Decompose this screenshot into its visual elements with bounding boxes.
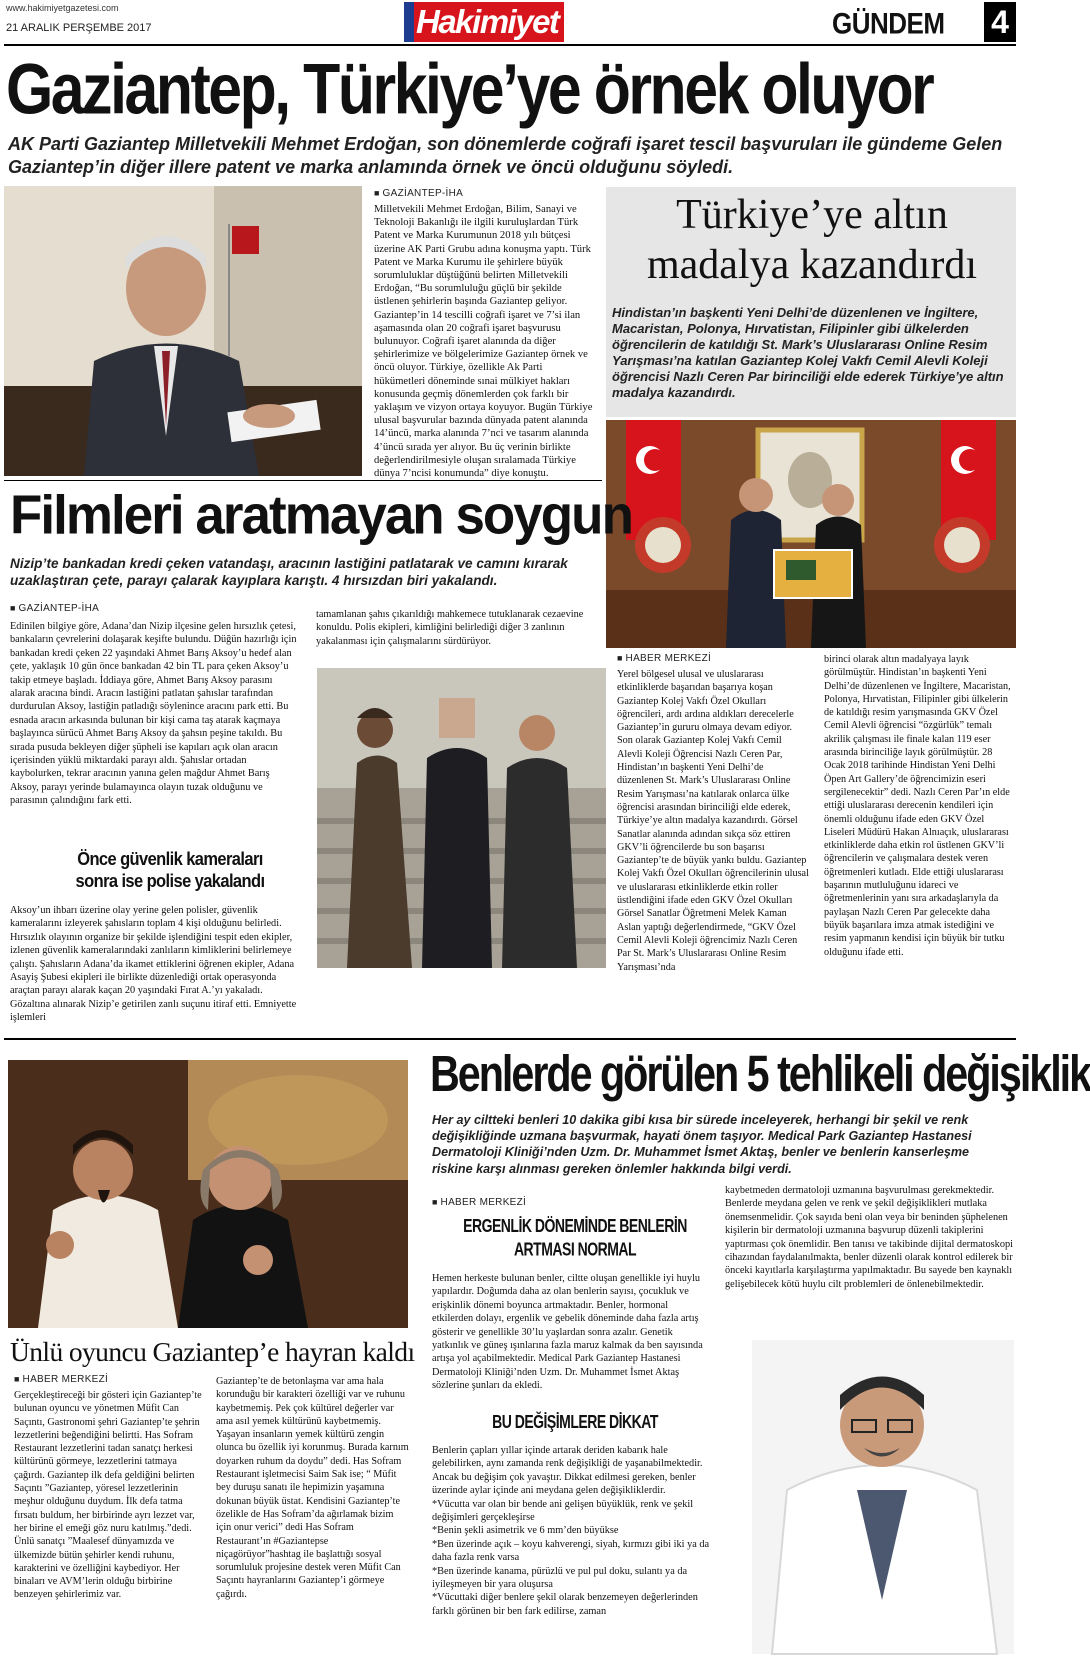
bullet-item: *Ben üzerinde kanama, pürüzlü ve pul pul doku, sulantı ya da iyileşmeyen bir yara oluşursa bbox=[432, 1565, 688, 1591]
headline-gaziantep: Gaziantep, Türkiye’ye örnek oluyor bbox=[6, 50, 933, 130]
rule-soygun bbox=[4, 480, 602, 481]
body-benler-2-intro: Benlerin çapları yıllar içinde artarak deriden kabarık hale gelebilirken, aynı zamanda renk değişikliği de yaşanabilmektedir. Ancak bu değişim çok yavaştır. Dikkat edilmesi gereken, benler üzerinde aylar içinde ani meydana gelen değişikliklerdir. bbox=[432, 1445, 703, 1497]
body-soygun-right: tamamlanan şahıs çıkarıldığı mahkemece tutuklanarak cezaevine konuldu. Polis ekipleri, kimliğini belirlediği diğer 3 zanlının yakalanması için çalışmalarını sürdürüyor. bbox=[316, 609, 584, 647]
source-gaziantep-iha-1: ■ GAZİANTEP-İHA bbox=[374, 188, 463, 199]
body-soygun-2: Aksoy’un ihbarı üzerine olay yerine gelen polisler, güvenlik kameralarını izleyerek şahısların toplam 4 kişi olduğunu belirledi. Hırsızlık olayının organize bir şekilde işlendiğini tespit eden ekipler, izlenen güvenlik kameralarındaki zanlıların kimliklerini belirlemeye çalıştı. Şahısların Adana’da ikamet ettiklerini öğrenen ekipler, Adana Asayiş Şubesi ekipleri ile birlikte düzenlediği ortak operasyonda araçtan parayı alarak kaçan 20 yaşındaki Fırat A.’yı yakaladı. Gözaltına alınarak Nizip’e getirilen zanlı suçunu itiraf etti. Emniyette işlemleri bbox=[10, 905, 297, 1024]
photo-suspect-arrest bbox=[317, 668, 606, 968]
photo-dr-aktas bbox=[752, 1340, 1014, 1654]
body-benler-right: kaybetmeden dermatoloji uzmanına başvurulması gerekmektedir. Benlerde meydana gelen ve renk ve şekil değişiklikleri mutlaka önemsenmelidir. Çok sayıda beni olan veya bir beninden şüphelenen kişilerin bir dermatoloji uzmanına başvurup düzenli takiplerini yaptırması çok önemlidir. Ben tanısı ve takibinde dijital dermatoskopi cihazından faydalanılmakta, benler düzenli olarak kontrol edilerek bir önceki kayıtlarla karşılaştırma yapılmaktadır. Bu sayede ben kaynaklı gelişebilecek kötü huylu cilt problemleri de önlenebilmektedir. bbox=[725, 1185, 1013, 1290]
bullet-item: *Ben üzerinde açık – koyu kahverengi, siyah, kırmızı gibi iki ya da daha fazla renk varsa bbox=[432, 1538, 710, 1564]
headline-unlu-oyuncu: Ünlü oyuncu Gaziantep’e hayran kaldı bbox=[10, 1336, 415, 1367]
lead-benler: Her ay ciltteki benleri 10 dakika gibi kısa bir sürede inceleyerek, herhangi bir şekil ve renk değişikliğinde uzmana başvurmak, hayati önem taşıyor. Medical Park Gaziantep Hastanesi Dermatoloji Kliniği’nden Uzm. Dr. Muhammet İsmet Aktaş, benler ve benlerin kanserleşme riskine karşı alınması gereken önlemler hakkında bilgi verdi. bbox=[432, 1113, 972, 1176]
section-label: GÜNDEM bbox=[832, 6, 945, 41]
photo-mufit-can-sacinti-svg bbox=[8, 1060, 408, 1328]
lead-soygun: Nizip’te bankadan kredi çeken vatandaşı, aracının lastiğini patlatarak ve camını kırarak uzaklaştıran çete, parayı çalarak kayıplara karıştı. 4 hırsızdan biri yakalandı. bbox=[10, 556, 568, 588]
page-number: 4 bbox=[984, 2, 1016, 42]
body-gaziantep: Milletvekili Mehmet Erdoğan, Bilim, Sanayi ve Teknoloji Bakanlığı ile ilgili kuruluşlardan Türk Patent ve Marka Kurumunun 2018 yılı bütçesi üzerine AK Parti Grubu adına konuşma yaptı. Türk Patent ve Marka Kurumu ile şehirlere büyük sorumluluklar düştüğünü belirten Milletvekili Erdoğan, “Bu sorumluluğu güçlü bir şekilde üstlenen şehirlerin başında Gaziantep geliyor. Gaziantep’in 14 tescilli coğrafi işaret ve 7’si ilan aşamasında olan 20 coğrafi işaret başvurusu bulunuyor. Coğrafi işaret alanında da diğer şehirlerimize ve bölgelerimize Gaziantep örnek ve öncü oluyor. Türkiye, özellikle Ak Parti hükümetleri döneminde sınai mülkiyet hakları konusunda geçmiş dönemlerden çok farklı bir yaklaşım ve vizyon ortaya koyuyor. Bugün Türkiye ulusal başvurular bazında dünyada patent alanında 14’üncü, marka alanında 7’nci ve tasarım alanında 4’üncü sırada yer alıyor. Bu üç verinin birlikte değerlendirilmesiyle oluşan sıralamada Türkiye dünya 7’ncisi konumunda” diye konuştu. bbox=[374, 204, 593, 480]
site-url: www.hakimiyetgazetesi.com bbox=[6, 3, 119, 13]
source-haber-merkezi-3: ■ HABER MERKEZİ bbox=[432, 1197, 526, 1208]
body-soygun-1: Edinilen bilgiye göre, Adana’dan Nizip ilçesine gelen hırsızlık çetesi, bankaların çevrelerini dolaşarak keşifte bulundu. Düğün hazırlığı için bankadan kredi çeken 22 yaşındaki Ahmet Barış Aksoy’u hedef alan çete, yaklaşık 10 gün önce bankadan 42 bin TL para çeken Aksoy’u takip etmeye başladı. İddiaya göre, Ahmet Barış Aksoy parasını alarak aracına bindi. Aracın lastiğini patlatan şahıslar tarafından durdurulan Aksoy, lastiğin patladığı söylenince aracını park etti. Bu esnada aracın arkasında bulunan bir kişi cama taş atarak kaçmaya başlayınca sürücü Ahmet Barış Aksoy da şahsın peşine takıldı. Bu sırada pusuda bekleyen diğer şüpheli ise kapıları açık olan aracın içerisinden yüklü miktardaki parayı aldı. Şahıslar ortadan kaybolurken, tekrar aracının yanına gelen mağdur Ahmet Barış Aksoy, parayı yerinde bulamayınca olayın tuzak olduğunu ve parasının çalındığını fark etti. bbox=[10, 621, 297, 807]
body-unlu-col2: Gaziantep’te de betonlaşma var ama hala korunduğu bir karakteri özelliği var ve ruhunu kaybetmemiş. Pek çok kültürel değerler var ama asıl yemek kültürünü kaybetmemiş. Yaşayan insanların yemek kültürü zengin olunca bu özellik iyi korunmuş. Burada karnım doyarken ruhum da doydu” dedi. Has Sofram Restaurant işletmecisi Saim Sak ise; “ Müfit bey duruşu sanatı ile hepimizin yaşamına dokunan büyük üstat. Kendisini Gaziantep’te özelikle de Has Sofram’da ağırlamak bizim için onur verici” dedi Has Sofram Restaurant’ın #Gaziantepse niçagörüyor”hashtag ile başlattığı sosyal sorumluluk projesine destek veren Müfit Can Saçıntı hayranlarını Gaziantep’i görmeye çağırdı. bbox=[216, 1376, 409, 1600]
lead-gaziantep: AK Parti Gaziantep Milletvekili Mehmet Erdoğan, son dönemlerde coğrafi işaret tescil başvuruları ile gündeme Gelen Gaziantep’in diğer illere patent ve marka anlamında örnek ve öncü olduğunu söyledi. bbox=[8, 134, 1003, 177]
photo-dr-aktas-svg bbox=[752, 1340, 1014, 1654]
source-haber-merkezi-1: ■ HABER MERKEZİ bbox=[617, 653, 711, 664]
subhead-kameralar: Önce güvenlik kameraları sonra ise polise yakalandı bbox=[75, 849, 265, 892]
bullet-item: *Vücuttaki diğer benlere şekil olarak benzemeyen değerlerinden farklı görünen bir ben fark edilirse, zaman bbox=[432, 1592, 698, 1617]
photo-mufit-can-sacinti bbox=[8, 1060, 408, 1328]
headline-soygun: Filmleri aratmayan soygun bbox=[10, 485, 632, 546]
body-medal-col2: birinci olarak altın madalyaya layık görülmüştür. Hindistan’ın başkenti Yeni Delhi’de düzenlenen ve İngiltere, Macaristan, Polonya, Hırvatistan, Filipinler gibi ülkelerin de katıldığı resim yarışmasında GKV Özel Cemil Alevli öğrencisi “özgürlük” temalı akrilik çalışması ile finale kalan 119 eser arasında birinciliğe layık görülmüştür. 28 Ocak 2018 tarihinde Hindistan Yeni Delhi Öpen Art Gallery’de öğrencimizin eseri sergilenecektir” dedi. Nazlı Ceren Par’ın elde ettiği uluslararası derecenin kendileri için önemli olduğunu ifade eden GKV Özel Liseleri Müdürü Hakan Alnıaçık, uluslararası etkinliklerde daha etkin rol üstlenen GKV’li öğrencilerin ve çalışmalara destek veren öğretmenleri kutladı. Elde ettiği uluslararası başarının mutluluğunu idareci ve öğretmenlerinin yanı sıra arkadaşlarıyla da paylaşan Nazlı Ceren Par gelecekte daha büyük başarılara imza atmak istediğini ve resim yapmanın kendisi için büyük bir tutku olduğunu ifade etti. bbox=[824, 654, 1011, 958]
subhead-degisimler: BU DEĞİŞİMLERE DİKKAT bbox=[492, 1411, 658, 1432]
body-medal-col1: Yerel bölgesel ulusal ve uluslararası etkinliklerde başarıdan başarıya koşan Gaziantep Kolej Vakfı Özel Okulları öğrencileri, ardı ardına aldıkları derecelerle Gaziantep’in gururu olmaya devam ediyor. Son olarak Gaziantep Kolej Vakfı Cemil Alevli Koleji Öğrencisi Nazlı Ceren Par, Hindistan’ın başkenti Yeni Delhi’de düzenlenen St. Mark’s Uluslararası Online Resim Yarışması’na katılarak onlarca ülke öğrencisi arasından birinciliği elde ederek, Türkiye’ye altın madalya kazandırdı. Görsel Sanatlar alanında adından sıkça söz ettiren GKV’li öğrencilerde bu son başarısı Gaziantep’te de büyük yankı buldu. Gaziantep Kolej Vakfı Özel Okulları öğrencilerinin ulusal ve uluslararası etkinliklerde etkin roller üstlendiğini ifade eden GKV Özel Okulları Görsel Sanatlar Öğretmeni Melek Kaman Aslan yaptığı değerlendirmede, “GKV Özel Cemil Alevli Koleji öğrencimiz Nazlı Ceren Par St. Mark’s Uluslararası Online Resim Yarışması’nda bbox=[617, 669, 809, 973]
logo-side-stripe bbox=[404, 2, 414, 42]
headline-benler: Benlerde görülen 5 tehlikeli değişiklik bbox=[430, 1046, 1090, 1103]
lead-medal: Hindistan’ın başkenti Yeni Delhi’de düzenlenen ve İngiltere, Macaristan, Polonya, Hırvatistan, Filipinler gibi ülkelerden öğrencilerin de katıldığı St. Mark’s Uluslararası Online Resim Yarışması’na katılan Gaziantep Kolej Vakfı Cemil Alevli Koleji öğrencisi Nazlı Ceren Par birinciliği elde ederek Türkiye’ye altın madalya kazandırdı. bbox=[612, 305, 1004, 400]
subhead-ergenlik: ERGENLİK DÖNEMİNDE BENLERİN ARTMASI NORMAL bbox=[463, 1215, 687, 1260]
issue-date: 21 ARALIK PERŞEMBE 2017 bbox=[6, 22, 152, 34]
body-unlu-col1: Gerçekleştireceği bir gösteri için Gaziantep’te bulunan oyuncu ve yönetmen Müfit Can Saçıntı, Gastronomi şehri Gaziantep’te şehrin lezzetlerini beğendiğini belirtti. Has Sofram Restaurant lezzetlerini tadan sanatçı herkesi kültürünü görmeye, lezzetlerini tatmaya çağırdı. Gaziantep ilk defa geldiğini belirten Saçıntı ”Gaziantep, yöresel lezzetlerinin meşhur olduğunu duydum. İlk defa tatma fırsatı buldum, her birbirinde ayrı lezzet var, her birine el emeği göz nuru katılmış.”dedi. Ünlü sanatçı ”Maalesef dünyamızda ve ülkemizde bütün şehirler kendi ruhunu, karakterini ve özelliğini kaybediyor. Her binaları ve AVM’lerin olduğu birbirine benzeyen şehirlerimiz var. bbox=[14, 1390, 202, 1601]
photo-suspect-arrest-svg bbox=[317, 668, 606, 968]
body-benler-1: Hemen herkeste bulunan benler, ciltte oluşan genellikle iyi huylu yapılardır. Doğumda daha az olan benlerin sayısı, çocukluk ve erişkinlik dönemi boyunca artmaktadır. Benler, hormonal etkilerden dolayı, ergenlik ve gebelik döneminde daha fazla artış gösterir ve genellikle 30’lu yaşlardan sonra azalır. Genetik yatkınlık ve güneş ışınlarına fazla maruz kalmak da ben sayısında artışa yol açabilmektedir. Medical Park Gaziantep Hastanesi Dermatoloji Kliniği’nden Uzm. Dr. Muhammet İsmet Aktaş sözlerine şunları da ekledi. bbox=[432, 1273, 703, 1392]
section-divider bbox=[4, 1038, 1016, 1040]
logo-text: Hakimiyet bbox=[416, 3, 559, 40]
photo-medal-ceremony bbox=[606, 420, 1016, 648]
body-benler-2 bbox=[432, 1444, 712, 1618]
headline-medal: Türkiye’ye altın madalya kazandırdı bbox=[646, 192, 977, 288]
logo bbox=[404, 2, 564, 42]
photo-mehmet-erdogan bbox=[4, 186, 362, 476]
photo-mehmet-erdogan-svg bbox=[4, 186, 362, 476]
bullet-item: *Vücutta var olan bir bende ani gelişen büyüklük, renk ve şekil değişimleri gerçekleşirse bbox=[432, 1498, 694, 1524]
source-gaziantep-iha-2: ■ GAZİANTEP-İHA bbox=[10, 603, 99, 614]
masthead-rule bbox=[4, 44, 1016, 46]
photo-medal-ceremony-svg bbox=[606, 420, 1016, 648]
source-haber-merkezi-2: ■ HABER MERKEZİ bbox=[14, 1374, 108, 1385]
bullet-item: *Benin şekli asimetrik ve 6 mm’den büyükse bbox=[432, 1525, 619, 1537]
